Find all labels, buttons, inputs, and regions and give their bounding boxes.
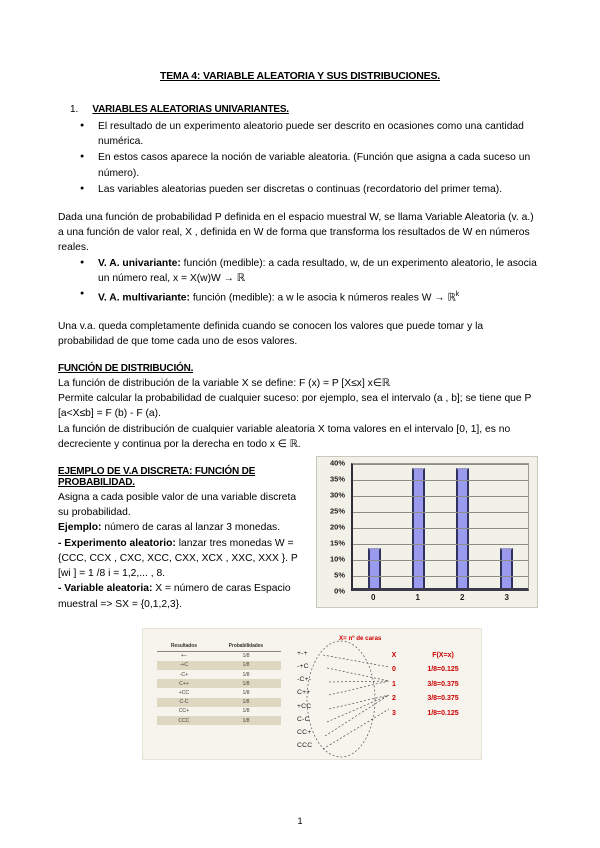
outcome-label: C++ bbox=[297, 689, 311, 697]
experiment-label: - Experimento aleatorio: bbox=[58, 537, 176, 549]
list-item: ● En estos casos aparece la noción de variable aleatoria. (Función que asigna a cada suceso un número). bbox=[80, 150, 542, 180]
mapping-title: X= nº de caras bbox=[339, 634, 382, 642]
table-cell: 1/8 bbox=[211, 716, 281, 725]
variable-text: X = número de caras Espacio muestral => SX = {0,1,2,3}. bbox=[58, 583, 291, 610]
outcomes-table bbox=[157, 641, 281, 726]
table-cell: +-- bbox=[157, 651, 211, 661]
superscript-k: k bbox=[455, 291, 460, 299]
table-cell: 1/8 bbox=[211, 688, 281, 697]
outcome-label: +-+ bbox=[297, 649, 308, 657]
table-cell: +CC bbox=[157, 688, 211, 697]
f-value: 1/8=0.125 bbox=[427, 666, 459, 674]
bar-slot bbox=[441, 464, 485, 588]
y-tick-label: 0% bbox=[334, 586, 345, 596]
grid-line bbox=[353, 576, 528, 577]
variable-label: - Variable aleatoria: bbox=[58, 583, 153, 595]
grid-line bbox=[353, 496, 528, 497]
outcome-label: CCC bbox=[297, 742, 313, 750]
grid-line bbox=[353, 528, 528, 529]
term-multivariante-text: función (medible): a w le asocia k números reales W → ℝ bbox=[189, 292, 456, 304]
table-cell: C-C bbox=[157, 698, 211, 707]
chart-bars bbox=[353, 464, 528, 588]
table-cell: C++ bbox=[157, 679, 211, 688]
y-tick-label: 35% bbox=[329, 474, 345, 484]
grid-line bbox=[353, 560, 528, 561]
page-number: 1 bbox=[297, 816, 303, 826]
table-cell: CC+ bbox=[157, 707, 211, 716]
x-value: 2 bbox=[392, 695, 396, 703]
distribution-line-3: La función de distribución de cualquier variable aleatoria X toma valores en el intervalo [0, 1], es no decreciente y continua por la derecha en todo x ∈ ℝ. bbox=[58, 423, 511, 450]
outcome-label: C-C bbox=[297, 715, 310, 723]
y-tick-label: 25% bbox=[329, 506, 345, 516]
bar-slot bbox=[484, 464, 528, 588]
grid-line bbox=[353, 464, 528, 465]
table-header-row bbox=[157, 641, 281, 652]
column-header-probabilidades: Probabilidades bbox=[211, 641, 281, 652]
heading-funcion-distribucion: FUNCIÓN DE DISTRIBUCIÓN. bbox=[58, 363, 194, 375]
bar-slot bbox=[353, 464, 397, 588]
table-cell: 1/8 bbox=[211, 670, 281, 679]
chart-plot-area bbox=[351, 463, 529, 591]
mapping-graphic bbox=[293, 633, 479, 759]
distribution-line-2: Permite calcular la probabilidad de cualquier suceso: por ejemplo, sea el intervalo (a , b]; se tiene que P [a<X≤b] = F (b) - F (a). bbox=[58, 393, 532, 420]
chart-bar bbox=[368, 548, 381, 588]
probability-bar-chart bbox=[316, 456, 538, 608]
table-cell: 1/8 bbox=[211, 707, 281, 716]
grid-line bbox=[353, 480, 528, 481]
y-tick-label: 5% bbox=[334, 570, 345, 580]
grid-line bbox=[353, 544, 528, 545]
table-row bbox=[157, 670, 281, 679]
y-tick-label: 20% bbox=[329, 522, 345, 532]
table-cell: -C+ bbox=[157, 670, 211, 679]
section-1-number: 1. bbox=[70, 104, 79, 115]
example-and-chart-row bbox=[58, 452, 542, 612]
chart-inner bbox=[321, 458, 531, 605]
x-column-header: X bbox=[391, 651, 397, 659]
outcome-label: -+C bbox=[297, 662, 309, 670]
x-value: 1 bbox=[392, 680, 396, 688]
experiment-line bbox=[58, 536, 306, 582]
table-row bbox=[157, 698, 281, 707]
outcome-label: -C+- bbox=[297, 676, 312, 684]
variable-line bbox=[58, 581, 306, 611]
heading-ejemplo-discreta: EJEMPLO DE V.A DISCRETA: FUNCIÓN DE PROBABILIDAD. bbox=[58, 466, 256, 489]
y-tick-label: 10% bbox=[329, 554, 345, 564]
x-tick-label: 2 bbox=[460, 593, 465, 603]
example-label: Ejemplo: bbox=[58, 522, 102, 534]
list-item: ● El resultado de un experimento aleatorio puede ser descrito en ocasiones como una cantidad numérica. bbox=[80, 119, 542, 149]
y-tick-label: 15% bbox=[329, 538, 345, 548]
x-value: 3 bbox=[392, 709, 396, 717]
table-cell: CCC bbox=[157, 716, 211, 725]
x-tick-label: 0 bbox=[371, 593, 376, 603]
table-cell: 1/8 bbox=[211, 651, 281, 661]
table-row bbox=[157, 716, 281, 725]
table-row bbox=[157, 661, 281, 670]
chart-x-axis bbox=[351, 593, 529, 602]
list-item bbox=[80, 256, 542, 286]
f-value-column bbox=[409, 649, 477, 722]
list-item: ● Las variables aleatorias pueden ser discretas o continuas (recordatorio del primer tema). bbox=[80, 182, 542, 197]
f-column-header: F(X=x) bbox=[432, 651, 454, 659]
term-univariante: V. A. univariante: bbox=[98, 257, 181, 269]
experiment-text: lanzar tres monedas W = {CCC, CCX , CXC, XCC, CXX, XCX , XXC, XXX }. P [wi ] = 1 /8 i = 1,2,... , 8. bbox=[58, 537, 298, 580]
x-value-column bbox=[385, 649, 403, 722]
f-value: 1/8=0.125 bbox=[427, 709, 459, 717]
table-row bbox=[157, 688, 281, 697]
page-title: TEMA 4: VARIABLE ALEATORIA Y SUS DISTRIBUCIONES. bbox=[160, 70, 440, 82]
outcome-label: CC+ bbox=[297, 728, 312, 736]
summary-paragraph: Una v.a. queda completamente definida cuando se conocen los valores que puede tomar y la probabilidad de que tome cada uno de esos valores. bbox=[58, 320, 484, 347]
term-univariante-text: función (medible): a cada resultado, w, de un experimento aleatorio, le asocia un número real, x = X(w)W → ℝ bbox=[98, 257, 537, 284]
chart-y-axis bbox=[321, 458, 347, 596]
f-value: 3/8=0.375 bbox=[427, 695, 459, 703]
definition-bullet-list bbox=[80, 256, 542, 306]
mapping-diagram bbox=[142, 628, 482, 760]
chart-column bbox=[316, 452, 542, 608]
y-tick-label: 40% bbox=[329, 458, 345, 468]
example-line bbox=[58, 520, 306, 535]
x-value: 0 bbox=[392, 666, 396, 674]
bar-slot bbox=[397, 464, 441, 588]
table-head bbox=[157, 641, 281, 652]
section-1-title: VARIABLES ALEATORIAS UNIVARIANTES. bbox=[92, 104, 289, 115]
table-row bbox=[157, 679, 281, 688]
f-value: 3/8=0.375 bbox=[427, 680, 459, 688]
list-item bbox=[80, 287, 542, 306]
example-intro: Asigna a cada posible valor de una variable discreta su probabilidad. bbox=[58, 492, 297, 519]
table-body bbox=[157, 651, 281, 725]
y-tick-label: 30% bbox=[329, 490, 345, 500]
definition-paragraph: Dada una función de probabilidad P definida en el espacio muestral W, se llama Variable Aleatoria (v. a.) a una función de valor real, X , definida en W de forma que transforma los resultados de W en números reales. bbox=[58, 212, 534, 254]
example-text: número de caras al lanzar 3 monedas. bbox=[101, 522, 281, 534]
column-header-resultados: Resultados bbox=[157, 641, 211, 652]
grid-line bbox=[353, 512, 528, 513]
chart-bar bbox=[500, 548, 513, 588]
outcome-label: +CC bbox=[297, 702, 312, 710]
table-row bbox=[157, 651, 281, 661]
x-tick-label: 1 bbox=[415, 593, 420, 603]
table-cell: 1/8 bbox=[211, 661, 281, 670]
distribution-line-1: La función de distribución de la variable X se define: F (x) = P [X≤x] x∈ℝ bbox=[58, 378, 390, 390]
term-multivariante: V. A. multivariante: bbox=[98, 292, 190, 304]
table-cell: 1/8 bbox=[211, 698, 281, 707]
x-tick-label: 3 bbox=[504, 593, 509, 603]
table-row bbox=[157, 707, 281, 716]
table-cell: 1/8 bbox=[211, 679, 281, 688]
table-cell: -+C bbox=[157, 661, 211, 670]
outcome-labels bbox=[297, 647, 339, 753]
example-text-column bbox=[58, 452, 306, 612]
section-1-bullet-list bbox=[80, 119, 542, 197]
section-1-heading bbox=[70, 104, 542, 115]
